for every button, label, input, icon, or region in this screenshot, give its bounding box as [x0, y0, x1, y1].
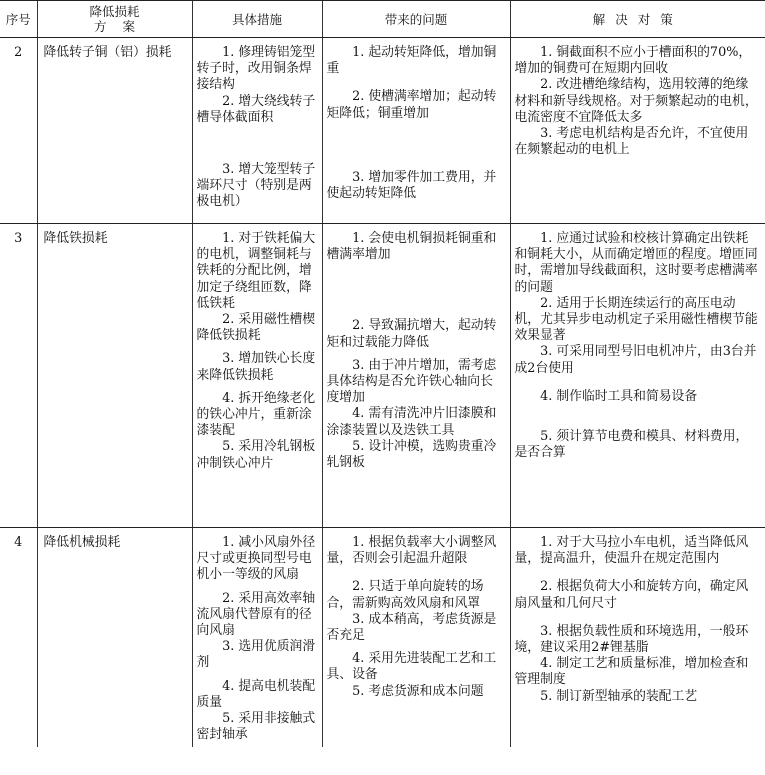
measure-item: 2. 采用磁性槽楔降低铁损耗	[196, 312, 316, 344]
header-plan	[37, 1, 192, 38]
row-problems	[322, 528, 510, 748]
measure-item: 1. 减小风扇外径尺寸或更换同型号电机小一等级的风扇	[196, 535, 316, 583]
measure-item: 2. 增大绕线转子槽导体截面积	[196, 93, 316, 125]
solution-item: 3. 可采用同型号旧电机冲片，由3台并成2台使用	[514, 344, 757, 376]
problem-item: 1. 会使电机铜损耗铜重和槽满率增加	[326, 231, 497, 263]
row-problems	[322, 224, 510, 528]
measure-item: 4. 提高电机装配质量	[196, 678, 316, 710]
header-solutions: 解决对策	[510, 1, 765, 38]
solution-item: 2. 适用于长期连续运行的高压电动机，尤其异步电动机定子采用磁性槽楔节能效果显著	[514, 295, 758, 344]
row-number: 4	[14, 535, 23, 550]
problem-item: 3. 增加零件加工费用，并使起动转矩降低	[326, 169, 497, 202]
row-plan-name: 降低铁损耗	[37, 224, 192, 528]
header-measures: 具体措施	[192, 1, 322, 38]
problem-item: 5. 设计冲模，选购贵重冷轧钢板	[326, 438, 497, 471]
measure-item: 3. 增大笼型转子端环尺寸（特别是两极电机）	[196, 162, 316, 210]
solution-item: 4. 制作临时工具和简易设备	[540, 388, 698, 404]
problem-item: 3. 成本稍高，考虑货源是否充足	[326, 611, 497, 644]
row-plan-name: 降低转子铜（铝）损耗	[37, 38, 192, 224]
measure-item: 1. 修理铸铝笼型转子时，改用铜条焊接结构	[196, 45, 316, 93]
solution-item: 1. 对于大马拉小车电机，适当降低风量，提高温升，使温升在规定范围内	[514, 535, 749, 567]
table-row	[0, 528, 765, 748]
solution-item: 1. 应通过试验和校核计算确定出铁耗和铜耗大小，从而确定增匝的程度。增匝同时，需增加导线截面积，这时要考虑槽满率的问题	[514, 231, 758, 295]
solution-item: 5. 制订新型轴承的装配工艺	[540, 688, 698, 704]
problem-item: 5. 考虑货源和成本问题	[352, 683, 484, 699]
row-measures	[192, 224, 322, 528]
table-header-row	[0, 1, 765, 38]
problem-item: 1. 根据负载率大小调整风量，否则会引起温升超限	[326, 535, 497, 567]
solution-item: 4. 制定工艺和质量标准，增加检查和管理制度	[514, 656, 749, 688]
header-plan-line1: 降低损耗	[89, 4, 140, 19]
problem-item: 4. 采用先进装配工艺和工具、设备	[326, 651, 497, 683]
row-solutions	[510, 224, 765, 528]
row-number: 3	[0, 224, 37, 528]
solution-item: 2. 改进槽绝缘结构，选用较薄的绝缘材料和新导线规格。对于频繁起动的电机，电流密度不宜降低太多	[514, 77, 758, 125]
problem-item: 2. 只适于单向旋转的场合，需新购高效风扇和风罩	[326, 579, 484, 611]
row-solutions	[510, 528, 765, 748]
measure-item: 5. 采用冷轧钢板冲制铁心冲片	[196, 439, 316, 471]
problem-item: 2. 导致漏抗增大，起动转矩和过载能力降低	[326, 318, 497, 350]
table-row	[0, 224, 765, 528]
measure-item: 3. 选用优质润滑剂	[196, 639, 316, 671]
row-solutions	[510, 38, 765, 224]
row-problems	[322, 38, 510, 224]
measure-item: 5. 采用非接触式密封轴承	[196, 711, 316, 743]
row-measures	[192, 38, 322, 224]
solution-item: 3. 考虑电机结构是否允许，不宜使用在频繁起动的电机上	[514, 126, 749, 158]
solution-item: 5. 须计算节电费和模具、材料费用，是否合算	[514, 429, 749, 461]
table-row	[0, 38, 765, 224]
solution-item: 2. 根据负荷大小和旋转方向，确定风扇风量和几何尺寸	[514, 579, 749, 611]
measure-item: 1. 对于铁耗偏大的电机，调整铜耗与铁耗的分配比例，增加定子绕组匝数，降低铁耗	[196, 231, 316, 311]
solution-item: 1. 铜截面积不应小于槽面积的70%，增加的铜费可在短期内回收	[514, 45, 752, 77]
problem-item: 1. 起动转矩降低，增加铜重	[326, 45, 497, 77]
row-number: 2	[0, 38, 37, 224]
problem-item: 4. 需有清洗冲片旧漆膜和涂漆装置以及迭铁工具	[326, 406, 497, 438]
solution-item: 3. 根据负载性质和环境选用，一般环境，建议采用2#锂基脂	[514, 623, 749, 656]
header-problems: 带来的问题	[322, 1, 510, 38]
problem-item: 2. 使槽满率增加；起动转矩降低；铜重增加	[326, 89, 497, 121]
header-no: 序号	[0, 1, 37, 38]
row-plan-name: 降低机械损耗	[37, 528, 192, 748]
measure-item: 4. 拆开绝缘老化的铁心冲片，重新涂漆装配	[196, 390, 316, 439]
problem-item: 3. 由于冲片增加，需考虑具体结构是否允许铁心轴向长度增加	[326, 357, 497, 406]
header-plan-line2: 方 案	[94, 19, 135, 34]
measure-item: 3. 增加铁心长度来降低铁损耗	[196, 351, 316, 383]
measure-item: 2. 采用高效率轴流风扇代替原有的径向风扇	[196, 590, 316, 639]
row-measures	[192, 528, 322, 748]
